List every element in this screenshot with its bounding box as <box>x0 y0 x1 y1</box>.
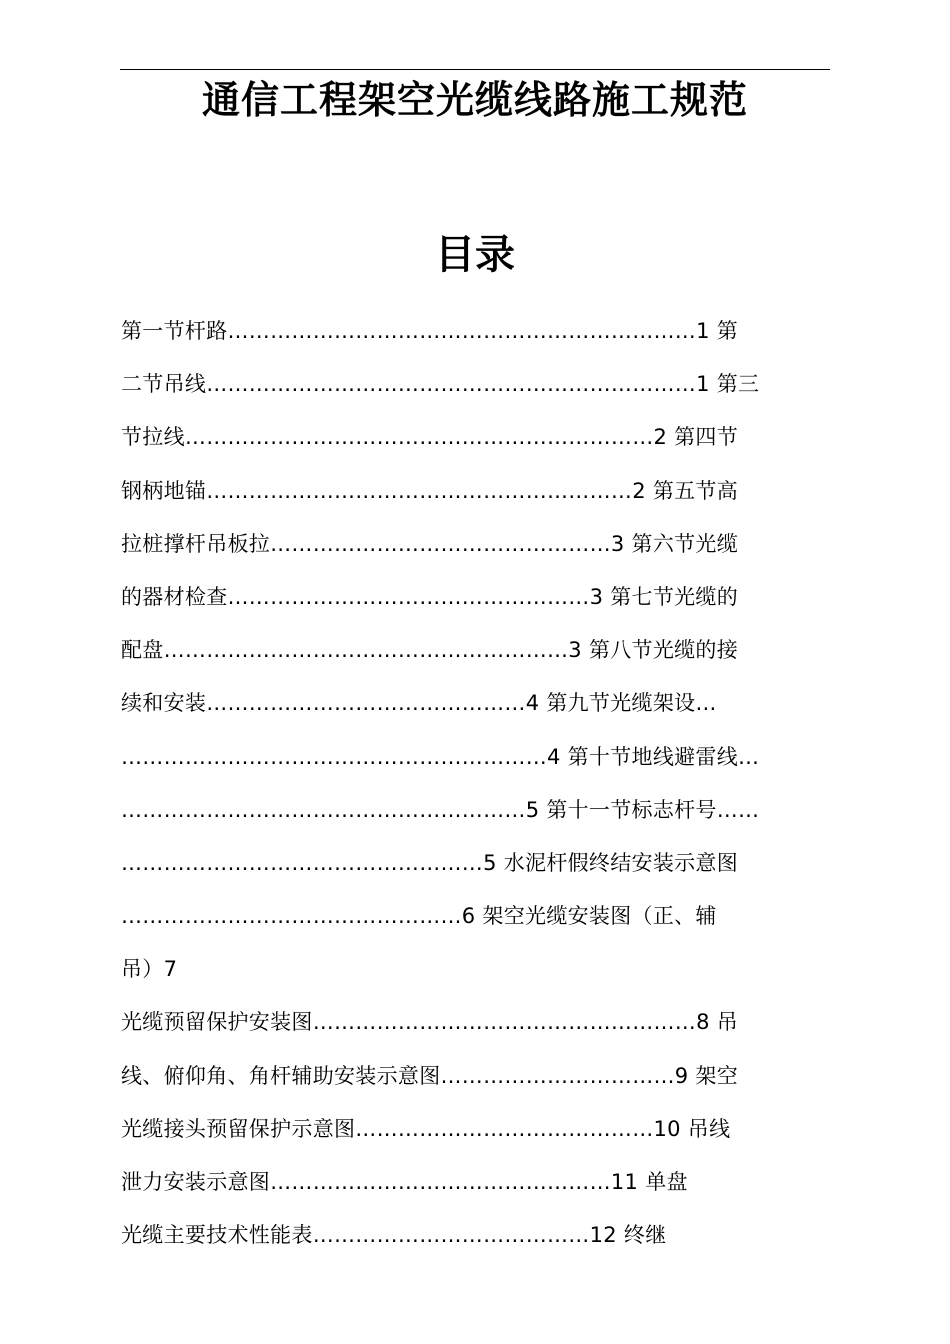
toc-line: 光缆接头预留保护示意图……………………………………10 吊线 <box>121 1116 731 1141</box>
toc-line: 续和安装………………………………………4 第九节光缆架设… <box>121 691 717 716</box>
toc-line: 光缆主要技术性能表…………………………………12 终继 <box>121 1223 667 1248</box>
toc-line: 二节吊线……………………………………………………………1 第三 <box>121 372 760 397</box>
toc-line: 拉桩撑杆吊板拉…………………………………………3 第六节光缆 <box>121 531 739 556</box>
toc-line: 吊）7 <box>121 957 178 982</box>
toc-line: …………………………………………6 架空光缆安装图（正、辅 <box>121 904 717 929</box>
toc-line: 泄力安装示意图…………………………………………11 单盘 <box>121 1170 688 1194</box>
toc-line: 光缆预留保护安装图………………………………………………8 吊 <box>121 1010 739 1035</box>
toc-heading: 目录 <box>435 232 515 278</box>
table-of-contents <box>121 305 833 1262</box>
toc-line: 第一节杆路…………………………………………………………1 第 <box>121 319 739 343</box>
toc-line: 节拉线…………………………………………………………2 第四节 <box>121 425 739 450</box>
toc-line: …………………………………………………5 第十一节标志杆号…… <box>121 797 760 822</box>
toc-line: ……………………………………………………4 第十节地线避雷线… <box>121 744 760 769</box>
document-title: 通信工程架空光缆线路施工规范 <box>201 78 748 122</box>
toc-line: 的器材检查……………………………………………3 第七节光缆的 <box>121 584 739 609</box>
header-rule <box>120 69 830 70</box>
toc-line: ……………………………………………5 水泥杆假终结安装示意图 <box>121 850 739 875</box>
toc-line: 钢柄地锚……………………………………………………2 第五节高 <box>121 478 739 503</box>
toc-line: 配盘…………………………………………………3 第八节光缆的接 <box>121 638 739 663</box>
toc-line: 线、俯仰角、角杆辅助安装示意图……………………………9 架空 <box>121 1063 739 1088</box>
